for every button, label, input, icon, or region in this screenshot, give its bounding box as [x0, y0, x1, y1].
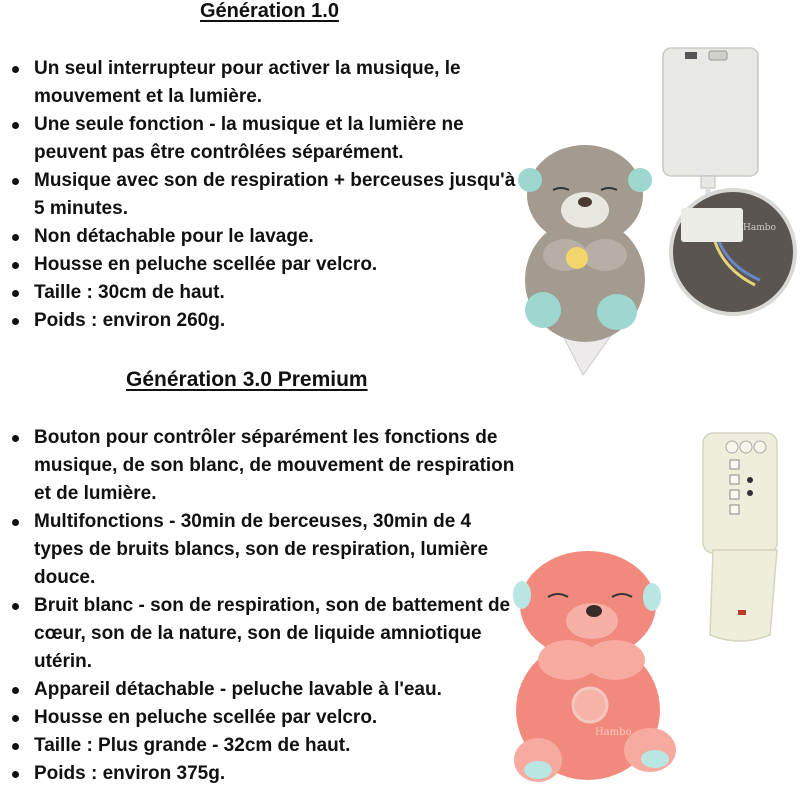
list-item: Multifonctions - 30min de berceuses, 30min de 4 types de bruits blancs, son de respiration, lumière douce. [0, 508, 525, 592]
gen3-feature-list [0, 424, 525, 788]
list-item: Bruit blanc - son de respiration, son de battement de cœur, son de la nature, son de liquide amniotique utérin. [0, 592, 525, 676]
otter-plush-pink [513, 551, 676, 782]
list-item: Musique avec son de respiration + berceuses jusqu'à 5 minutes. [0, 167, 520, 223]
list-item: Bouton pour contrôler séparément les fonctions de musique, de son blanc, de mouvement de respiration et de lumière. [0, 424, 525, 508]
zoom-detail [671, 190, 795, 314]
list-item: Poids : environ 260g. [0, 307, 520, 335]
gen1-title: Génération 1.0 [200, 0, 339, 22]
list-item: Poids : environ 375g. [0, 760, 525, 788]
watermark: Hambo [595, 727, 632, 738]
sound-module [703, 433, 777, 641]
list-item: Un seul interrupteur pour activer la musique, le mouvement et la lumière. [0, 55, 520, 111]
gen1-product-image [505, 40, 800, 380]
list-item: Housse en peluche scellée par velcro. [0, 251, 520, 279]
bullet-dot-icon [12, 178, 19, 185]
list-item: Taille : Plus grande - 32cm de haut. [0, 732, 525, 760]
gen3-product-image [500, 425, 800, 800]
watermark: Hambo [743, 223, 776, 233]
bullet-dot-icon [12, 66, 19, 73]
bullet-dot-icon [12, 743, 19, 750]
list-item: Housse en peluche scellée par velcro. [0, 704, 525, 732]
list-item: Une seule fonction - la musique et la lumière ne peuvent pas être contrôlées séparément. [0, 111, 520, 167]
gen3-title: Génération 3.0 Premium [126, 368, 368, 391]
bullet-dot-icon [12, 262, 19, 269]
otter-plush [518, 145, 652, 375]
bullet-dot-icon [12, 771, 19, 778]
bullet-dot-icon [12, 603, 19, 610]
list-item: Appareil détachable - peluche lavable à l'eau. [0, 676, 525, 704]
bullet-dot-icon [12, 234, 19, 241]
bullet-dot-icon [12, 715, 19, 722]
bullet-dot-icon [12, 122, 19, 129]
bullet-dot-icon [12, 318, 19, 325]
list-item: Taille : 30cm de haut. [0, 279, 520, 307]
gen1-feature-list [0, 55, 520, 335]
bullet-dot-icon [12, 519, 19, 526]
bullet-dot-icon [12, 290, 19, 297]
list-item: Non détachable pour le lavage. [0, 223, 520, 251]
bullet-dot-icon [12, 687, 19, 694]
bullet-dot-icon [12, 435, 19, 442]
